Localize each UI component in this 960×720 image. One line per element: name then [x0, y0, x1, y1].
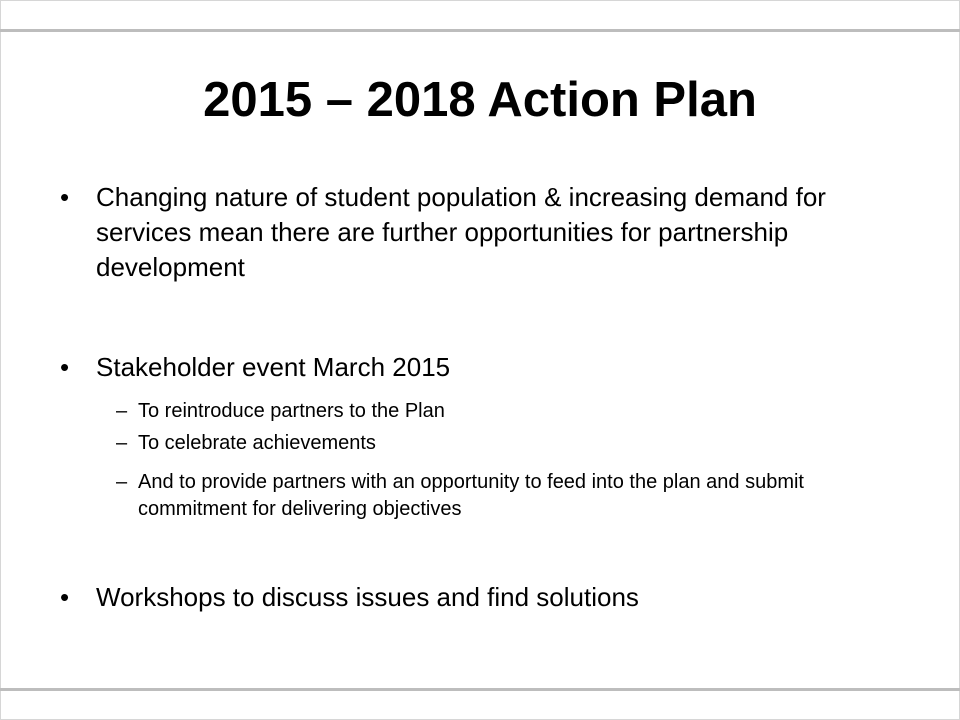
bullet-marker: • [60, 182, 70, 212]
bullet-item-3 [60, 580, 910, 615]
bullet-item-2 [60, 350, 910, 385]
sub-marker: – [116, 471, 128, 493]
bottom-rule [0, 688, 960, 691]
sub-marker: – [116, 400, 128, 422]
slide-title: 2015 – 2018 Action Plan [203, 73, 757, 127]
bullet-text: Stakeholder event March 2015 [96, 352, 451, 382]
sub-text: And to provide partners with an opportunity to feed into the plan and submit commitment for delivering objectives [138, 471, 804, 520]
bullet-text: Workshops to discuss issues and find solutions [96, 582, 639, 612]
sub-item-1 [116, 398, 906, 425]
sub-text: To reintroduce partners to the Plan [138, 400, 445, 422]
top-rule [0, 29, 960, 32]
bullet-item-1 [60, 180, 910, 285]
bullet-marker: • [60, 582, 70, 612]
sub-marker: – [116, 432, 128, 454]
sub-text: To celebrate achievements [138, 432, 376, 454]
sub-item-2 [116, 430, 906, 457]
bullet-text: Changing nature of student population & increasing demand for services mean there are further opportunities for partnership development [96, 182, 826, 282]
slide-border-top [0, 0, 960, 1]
sub-item-3 [116, 469, 906, 523]
bullet-marker: • [60, 352, 70, 382]
